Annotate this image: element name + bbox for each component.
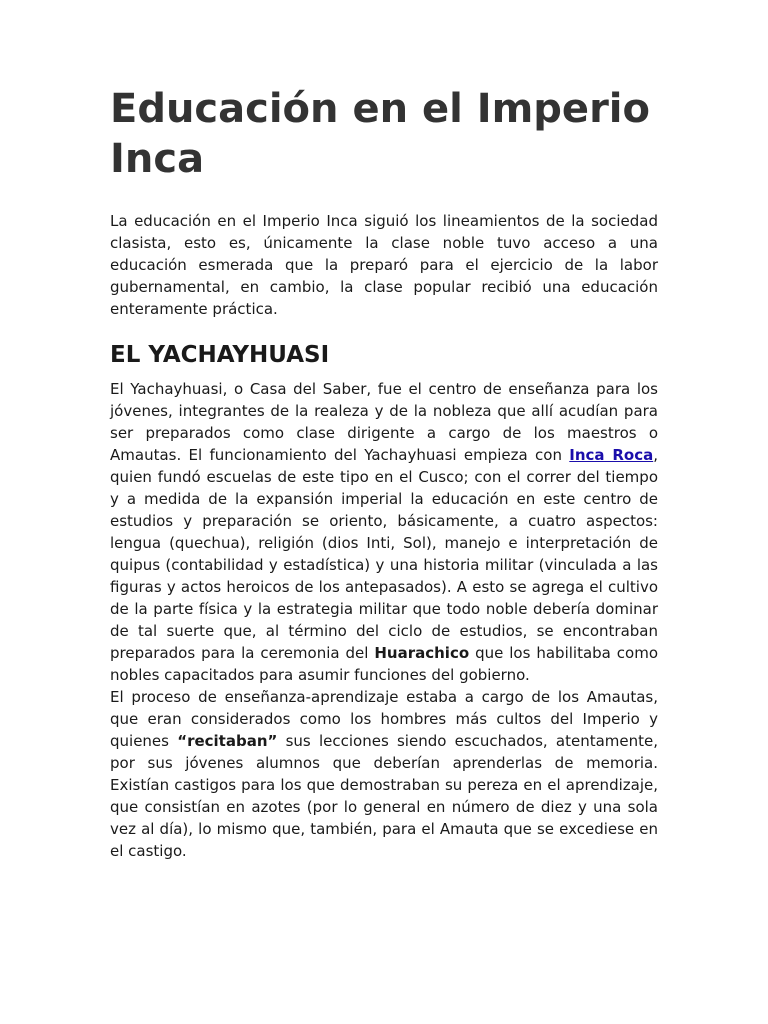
paragraph-text: El proceso de enseñanza-aprendizaje estaba a cargo de los Amautas, que eran considerados como los hombres más cultos del Imperio y quienes bbox=[110, 688, 658, 750]
paragraph-text: , quien fundó escuelas de este tipo en el Cusco; con el correr del tiempo y a medida de la expansión imperial la educación en este centro de estudios y preparación se oriento, básicamente, a cuatro aspectos: lengua (quechua), religión (dios Inti, Sol), manejo e interpretación de quipus (contabilidad y estadística) y una historia militar (vinculada a las figuras y actos heroicos de los antepasados). A esto se agrega el cultivo de la parte física y la estrategia militar que todo noble debería dominar de tal suerte que, al término del ciclo de estudios, se encontraban preparados para la ceremonia del bbox=[110, 446, 658, 662]
yachayhuasi-paragraph-1 bbox=[110, 378, 658, 686]
intro-paragraph: La educación en el Imperio Inca siguió los lineamientos de la sociedad clasista, esto es, únicamente la clase noble tuvo acceso a una educación esmerada que la preparó para el ejercicio de la labor gubernamental, en cambio, la clase popular recibió una educación enteramente práctica. bbox=[110, 212, 658, 318]
paragraph-text: sus lecciones siendo escuchados, atentamente, por sus jóvenes alumnos que deberían aprenderlas de memoria. Existían castigos para los que demostraban su pereza en el aprendizaje, que consistían en azotes (por lo general en número de diez y una sola vez al día), lo mismo que, también, para el Amauta que se excediese en el castigo. bbox=[110, 732, 659, 860]
paragraph-text: que los habilitaba como nobles capacitados para asumir funciones del gobierno. bbox=[110, 644, 658, 684]
document-page bbox=[110, 84, 658, 862]
recitaban-term: “recitaban” bbox=[177, 732, 278, 750]
yachayhuasi-paragraph-2 bbox=[110, 686, 658, 862]
paragraph-text: El Yachayhuasi, o Casa del Saber, fue el centro de enseñanza para los jóvenes, integrantes de la realeza y de la nobleza que allí acudían para ser preparados como clase dirigente a cargo de los maestros o Amautas. El funcionamiento del Yachayhuasi empieza con bbox=[110, 380, 658, 464]
inca-roca-link[interactable]: Inca Roca bbox=[569, 446, 654, 464]
huarachico-term: Huarachico bbox=[374, 644, 470, 662]
document-title: Educación en el Imperio Inca bbox=[110, 86, 650, 182]
section-heading-yachayhuasi: EL YACHAYHUASI bbox=[110, 342, 330, 368]
